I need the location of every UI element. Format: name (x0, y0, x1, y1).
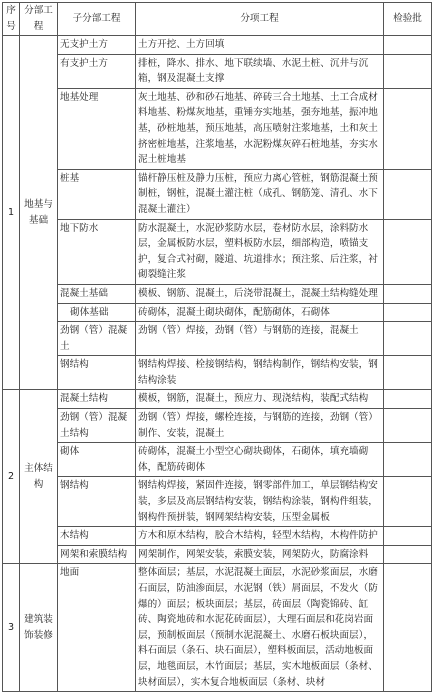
items-cell: 土方开挖、土方回填 (136, 36, 384, 55)
subdivision-cell: 有支护土方 (58, 54, 136, 88)
table-header-row (3, 3, 432, 36)
header-division: 分部工程 (20, 3, 58, 36)
check-cell (384, 409, 432, 443)
subdivision-cell: 无支护土方 (58, 36, 136, 55)
items-cell: 劲钢（管）焊接，劲钢（管）与钢筋的连接，混凝土 (136, 322, 384, 356)
table-row (3, 477, 432, 527)
check-cell (384, 322, 432, 356)
check-cell (384, 88, 432, 169)
division-name: 主体结构 (20, 390, 58, 564)
table-row (3, 443, 432, 477)
items-cell: 模板，钢筋，混凝土，预应力、现浇结构，装配式结构 (136, 390, 384, 409)
check-cell (384, 54, 432, 88)
section-number: 3 (3, 564, 20, 692)
subdivision-cell: 木结构 (58, 527, 136, 546)
check-cell (384, 303, 432, 322)
items-cell: 砖砌体，混凝土小型空心砌块砌体，石砌体，填充墙砌体，配筋砖砌体 (136, 443, 384, 477)
table-row (3, 169, 432, 219)
table-row (3, 54, 432, 88)
items-cell: 劲钢（管）焊接，螺栓连接，与钢筋的连接，劲钢（管）制作、安装，混凝土 (136, 409, 384, 443)
header-no: 序号 (3, 3, 20, 36)
check-cell (384, 356, 432, 390)
subdivision-cell: 网架和索膜结构 (58, 545, 136, 564)
table-row (3, 303, 432, 322)
header-items: 分项工程 (136, 3, 384, 36)
table-row (3, 36, 432, 55)
subdivision-cell: 混凝土结构 (58, 390, 136, 409)
document (2, 2, 431, 688)
check-cell (384, 219, 432, 284)
subdivision-cell: 地下防水 (58, 219, 136, 284)
items-cell: 整体面层；基层，水泥混凝土面层，水泥砂浆面层，水磨石面层，防油渗面层，水泥钢（铁）屑面层，不发火（防爆的）面层；板块面层；基层，砖面层（陶瓷锦砖、缸砖、陶瓷地砖和水泥花砖面层），大理石面层和花岗岩面层，预制板面层（预制水泥混凝土、水磨石板块面层），料石面层（条石、块石面层），塑料板面层，活动地板面层，地毯面层，木竹面层；基层，实木地板面层（条材、块材面层），实木复合地板面层（条材、块材 (136, 564, 384, 692)
check-cell (384, 169, 432, 219)
table-row (3, 219, 432, 284)
table-row (3, 322, 432, 356)
items-cell: 锚杆静压桩及静力压桩，预应力离心管桩，钢筋混凝土预制桩，钢桩，混凝土灌注桩（成孔、钢筋笼、清孔、水下混凝土灌注） (136, 169, 384, 219)
table-row (3, 545, 432, 564)
check-cell (384, 527, 432, 546)
section-number: 2 (3, 390, 20, 564)
division-name: 建筑装饰装修 (20, 564, 58, 692)
check-cell (384, 390, 432, 409)
items-cell: 砖砌体，混凝土砌块砌体，配筋砌体，石砌体 (136, 303, 384, 322)
table-row (3, 88, 432, 169)
header-check: 检验批 (384, 3, 432, 36)
section-number: 1 (3, 36, 20, 390)
division-name: 地基与基础 (20, 36, 58, 390)
table-row (3, 527, 432, 546)
table-row (3, 564, 432, 692)
subdivision-cell: 砌体 (58, 443, 136, 477)
subdivision-cell: 劲钢（管）混凝土 (58, 322, 136, 356)
items-cell: 排桩，降水、排水、地下联续墙、水泥土桩、沉井与沉箱，钢及混凝土支撑 (136, 54, 384, 88)
construction-division-table (2, 2, 432, 692)
items-cell: 模板、钢筋、混凝土，后浇带混凝土，混凝土结构缝处理 (136, 284, 384, 303)
check-cell (384, 477, 432, 527)
subdivision-cell: 劲钢（管）混凝土结构 (58, 409, 136, 443)
subdivision-cell: 地基处理 (58, 88, 136, 169)
subdivision-cell: 地面 (58, 564, 136, 692)
subdivision-cell: 钢结构 (58, 356, 136, 390)
items-cell: 网架制作，网架安装，索膜安装，网架防火，防腐涂料 (136, 545, 384, 564)
check-cell (384, 564, 432, 692)
check-cell (384, 545, 432, 564)
subdivision-cell: 钢结构 (58, 477, 136, 527)
table-row (3, 284, 432, 303)
subdivision-cell: 混凝土基础 (58, 284, 136, 303)
subdivision-cell: 砌体基础 (58, 303, 136, 322)
check-cell (384, 443, 432, 477)
items-cell: 钢结构焊接、栓接钢结构，钢结构制作，钢结构安装，钢结构涂装 (136, 356, 384, 390)
items-cell: 防水混凝土，水泥砂浆防水层，卷材防水层，涂料防水层，金属板防水层，塑料板防水层，细部构造，喷锚支护，复合式衬砌，隧道、坑道排水；预注浆、后注浆，衬砌裂缝注浆 (136, 219, 384, 284)
items-cell: 方木和原木结构，胶合木结构，轻型木结构，木构件防护 (136, 527, 384, 546)
header-subdivision: 子分部工程 (58, 3, 136, 36)
items-cell: 钢结构焊接，紧固件连接，钢零部件加工，单层钢结构安装，多层及高层钢结构安装，钢结构涂装，钢构件组装，钢构件预拼装，钢网架结构安装，压型金属板 (136, 477, 384, 527)
table-row (3, 356, 432, 390)
check-cell (384, 284, 432, 303)
table-row (3, 409, 432, 443)
check-cell (384, 36, 432, 55)
table-row (3, 390, 432, 409)
items-cell: 灰土地基、砂和砂石地基、碎砖三合土地基、土工合成材料地基、粉煤灰地基，重锤夯实地基，强夯地基，振冲地基，砂桩地基，预压地基，高压喷射注浆地基，土和灰土挤密桩地基，注浆地基，水泥粉煤灰碎石桩地基，夯实水泥土桩地基 (136, 88, 384, 169)
subdivision-cell: 桩基 (58, 169, 136, 219)
